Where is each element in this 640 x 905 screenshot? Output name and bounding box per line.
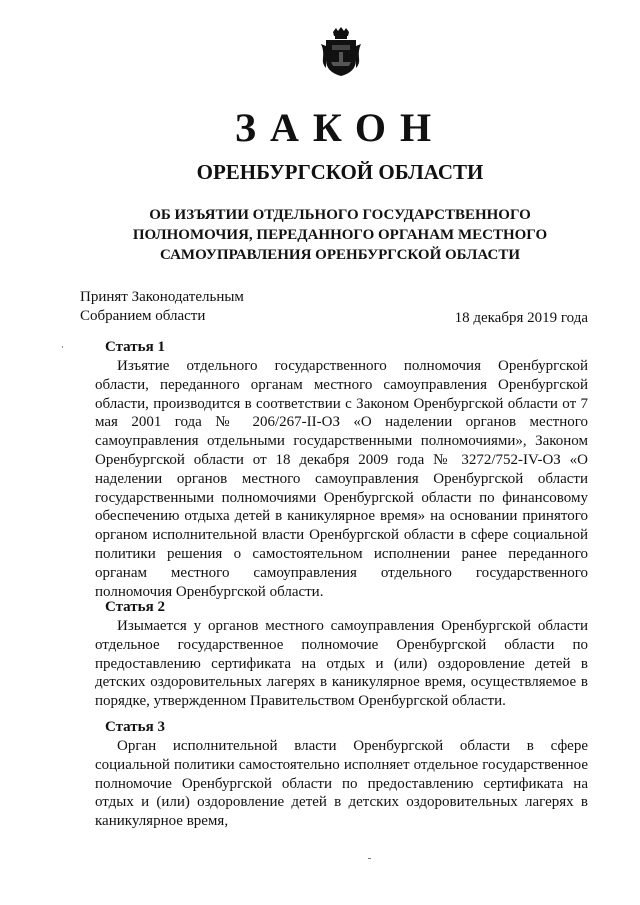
article-text: Изъятие отдельного государственного полномочия Оренбургской области, переданного органам местного самоуправления Оренбургской области, производится в соответствии с Законом Оренбургской области от 7 мая 2001 года № 206/267-II-ОЗ «О наделении органов местного самоуправления отдельными государственными полномочиями», Законом Оренбургской области от 18 декабря 2009 года № 3272/752-IV-ОЗ «О наделении органов местного самоуправления Оренбургской области государственными полномочиями Оренбургской области по финансовому обеспечению отдыха детей в каникулярное время» на основании принятого органом исполнительной власти Оренбургской области в сфере социальной политики решения о самостоятельном исполнении ранее переданного органам местного самоуправления отдельного государственного полномочия Оренбургской области. — [95, 358, 588, 600]
article-1 — [95, 338, 588, 601]
law-subject — [0, 205, 640, 265]
article-heading: Статья 1 — [105, 339, 165, 355]
article-2 — [95, 598, 588, 711]
document-title: ЗАКОН — [234, 105, 446, 150]
article-heading: Статья 2 — [105, 599, 165, 615]
coat-of-arms-icon — [318, 26, 364, 78]
article-text: Изымается у органов местного самоуправления Оренбургской области отдельное государственное полномочие Оренбургской области по предоставлению сертификата на отдых и (или) оздоровление детей в детских оздоровительных лагерях в каникулярное время, осуществляемое в порядке, утвержденном Правительством Оренбургской области. — [95, 618, 588, 710]
adoption-line: Собранием области — [80, 308, 206, 324]
scan-mark — [62, 346, 63, 348]
article-3 — [95, 718, 588, 831]
law-subject-line: САМОУПРАВЛЕНИЯ ОРЕНБУРГСКОЙ ОБЛАСТИ — [160, 247, 520, 263]
region-title: ОРЕНБУРГСКОЙ ОБЛАСТИ — [196, 160, 484, 184]
adoption-info — [80, 288, 244, 326]
law-subject-line: ПОЛНОМОЧИЯ, ПЕРЕДАННОГО ОРГАНАМ МЕСТНОГО — [132, 227, 548, 243]
adoption-line: Принят Законодательным — [80, 289, 244, 305]
article-text: Орган исполнительной власти Оренбургской области в сфере социальной политики самостоятельно исполняет отдельное государственное полномочие Оренбургской области по предоставлению сертификата на отдых и (или) оздоровление детей в детских оздоровительных лагерях в каникулярное время, — [95, 738, 588, 830]
law-subject-line: ОБ ИЗЪЯТИИ ОТДЕЛЬНОГО ГОСУДАРСТВЕННОГО — [149, 207, 531, 223]
scan-mark — [368, 858, 371, 859]
adoption-date: 18 декабря 2019 года — [454, 310, 588, 326]
article-heading: Статья 3 — [105, 719, 165, 735]
